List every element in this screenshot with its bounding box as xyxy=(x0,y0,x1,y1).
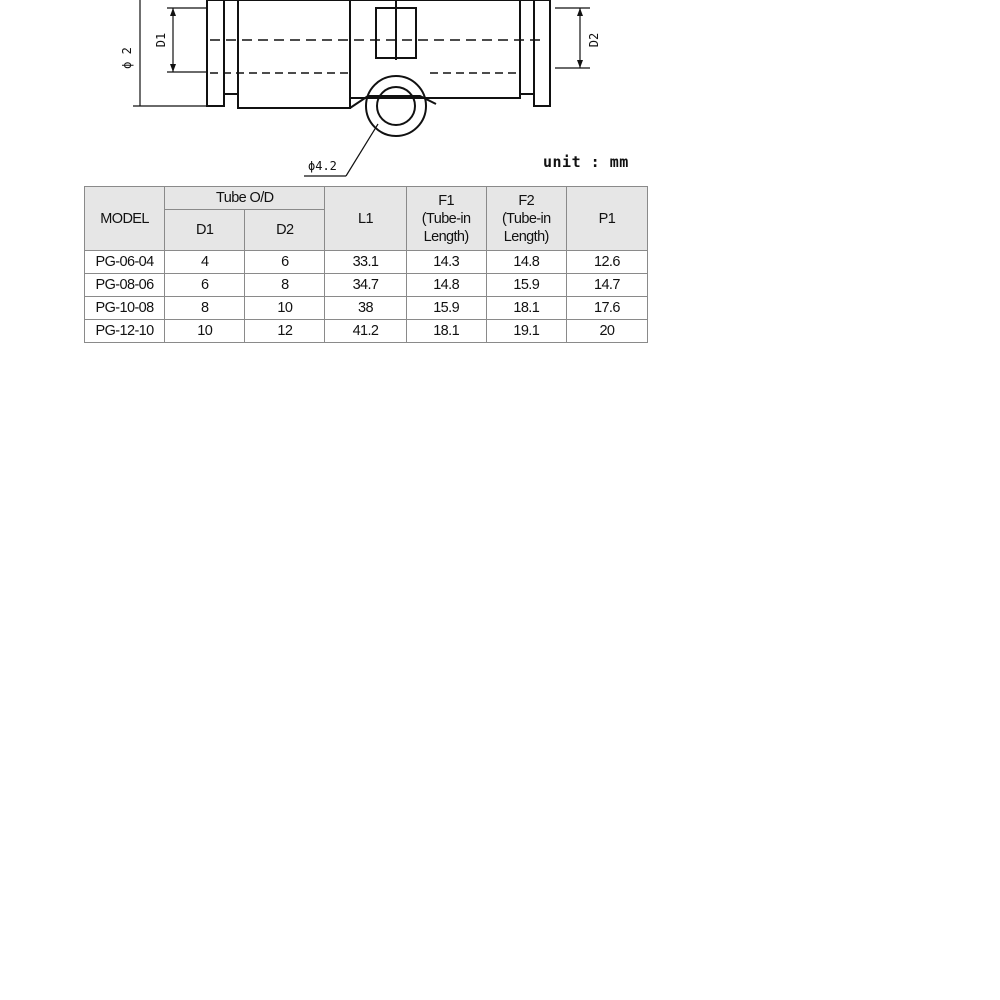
header-l1: L1 xyxy=(325,187,406,251)
header-f1-line: F1 xyxy=(438,192,454,209)
table-row xyxy=(85,297,648,320)
cell-f2: 14.8 xyxy=(486,251,566,274)
header-model: MODEL xyxy=(85,187,165,251)
cell-p1: 14.7 xyxy=(566,274,647,297)
cell-d1: 10 xyxy=(165,320,245,343)
spec-table xyxy=(84,186,648,343)
header-f1-line: Length) xyxy=(423,228,469,245)
d1-label: D1 xyxy=(154,32,168,48)
d2-label: D2 xyxy=(587,32,601,48)
cell-p1: 17.6 xyxy=(566,297,647,320)
header-f1-line: (Tube-in xyxy=(421,210,471,227)
header-f2-line: F2 xyxy=(518,192,535,209)
cell-model: PG-08-06 xyxy=(85,274,165,297)
header-f1 xyxy=(406,187,486,251)
cell-l1: 38 xyxy=(325,297,406,320)
phi42-label: ϕ4.2 xyxy=(308,159,337,173)
fitting-technical-drawing xyxy=(0,0,1000,185)
cell-d1: 6 xyxy=(165,274,245,297)
cell-f1: 15.9 xyxy=(406,297,486,320)
header-p1: P1 xyxy=(566,187,647,251)
table-row xyxy=(85,320,648,343)
header-tube-od: Tube O/D xyxy=(165,187,325,210)
table-row xyxy=(85,274,648,297)
cell-p1: 20 xyxy=(566,320,647,343)
phi2-label: ϕ 2 xyxy=(120,47,134,69)
cell-f2: 19.1 xyxy=(486,320,566,343)
header-d1: D1 xyxy=(165,210,245,251)
cell-d2: 8 xyxy=(245,274,325,297)
cell-l1: 34.7 xyxy=(325,274,406,297)
header-f2-line: (Tube-in xyxy=(501,210,551,227)
cell-f2: 18.1 xyxy=(486,297,566,320)
cell-f2: 15.9 xyxy=(486,274,566,297)
cell-f1: 14.3 xyxy=(406,251,486,274)
header-f2 xyxy=(486,187,566,251)
header-f2-line: Length) xyxy=(503,228,549,245)
cell-f1: 18.1 xyxy=(406,320,486,343)
cell-d2: 12 xyxy=(245,320,325,343)
cell-d1: 8 xyxy=(165,297,245,320)
cell-d2: 10 xyxy=(245,297,325,320)
cell-f1: 14.8 xyxy=(406,274,486,297)
cell-l1: 41.2 xyxy=(325,320,406,343)
header-d2: D2 xyxy=(245,210,325,251)
cell-model: PG-12-10 xyxy=(85,320,165,343)
cell-l1: 33.1 xyxy=(325,251,406,274)
unit-label: unit : mm xyxy=(543,153,629,171)
cell-p1: 12.6 xyxy=(566,251,647,274)
table-row xyxy=(85,251,648,274)
cell-d1: 4 xyxy=(165,251,245,274)
cell-d2: 6 xyxy=(245,251,325,274)
cell-model: PG-10-08 xyxy=(85,297,165,320)
cell-model: PG-06-04 xyxy=(85,251,165,274)
